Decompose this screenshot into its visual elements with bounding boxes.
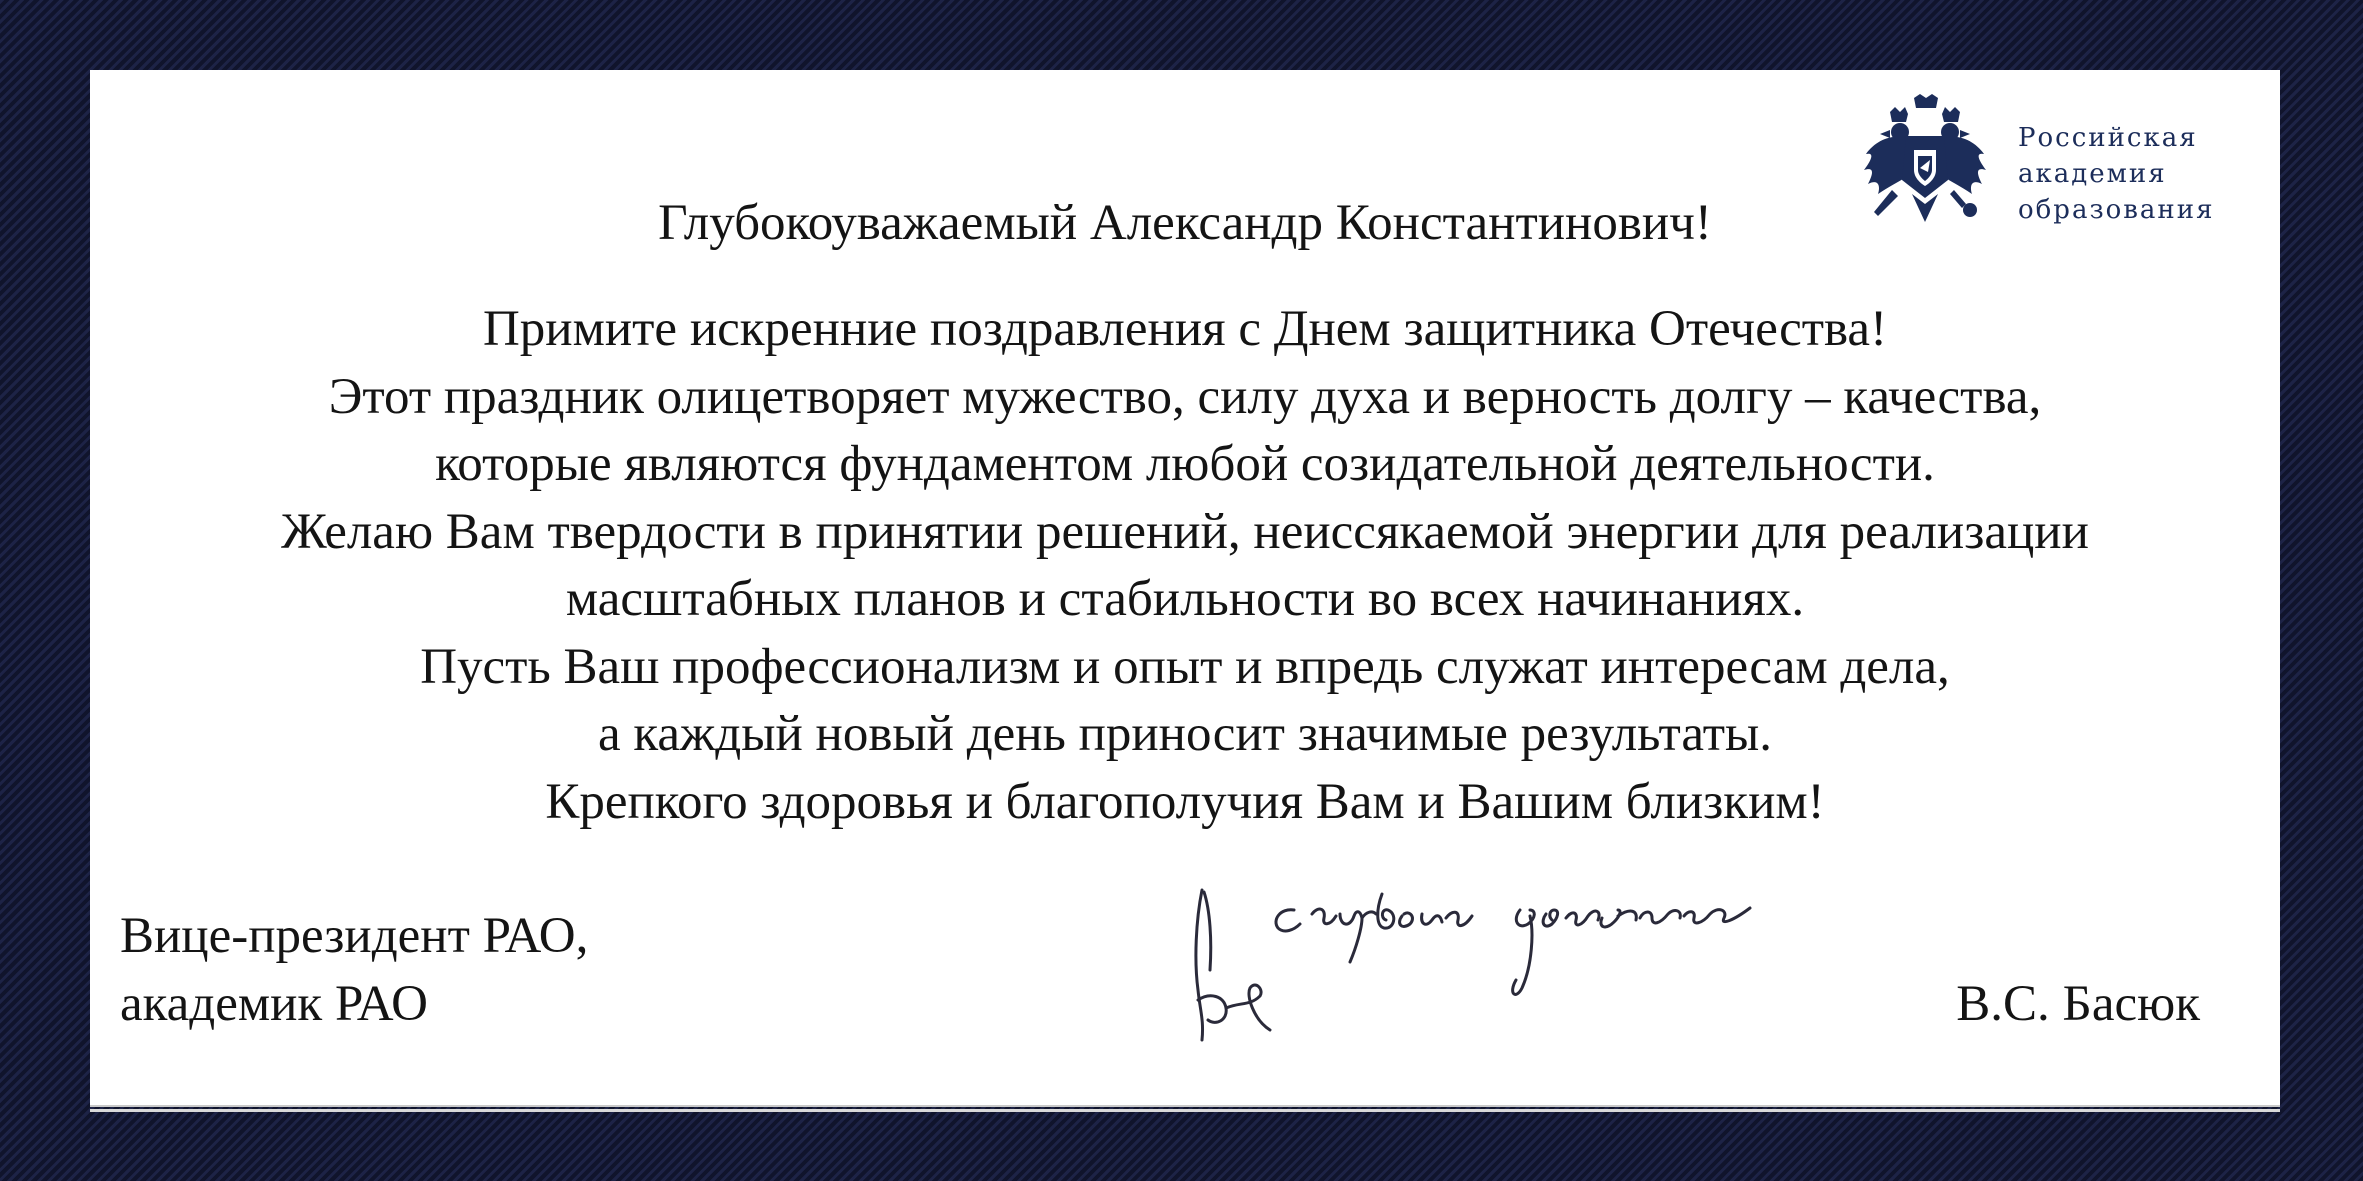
salutation: Глубокоуважаемый Александр Константинович! [658,195,1712,251]
letter-line: которые являются фундаментом любой созидательной деятельности. [435,436,1935,492]
handwritten-signature [1190,870,1990,1050]
greeting-card [90,70,2280,1105]
signer-position-line: академик РАО [120,976,428,1032]
letter-line: Крепкого здоровья и благополучия Вам и Вашим близким! [545,773,1825,830]
letter-line: Желаю Вам твердости в принятии решений, неиссякаемой энергии для реализации [281,503,2089,560]
letter-line: а каждый новый день приносит значимые результаты. [598,706,1772,762]
letter-line: масштабных планов и стабильности во всех начинаниях. [565,571,1805,627]
letter-line: Примите искренние поздравления с Днем защитника Отечества! [482,301,1888,357]
logo-line: академия [2018,159,2167,189]
logo-line: Российская [2018,123,2198,153]
letter-line: Пусть Ваш профессионализм и опыт и впредь служат интересам дела, [420,638,1950,695]
logo-line: образования [2018,195,2215,225]
signer-position [120,902,588,1038]
letter-body [90,296,2280,836]
signer-name: В.С. Басюк [1956,976,2200,1032]
letter-line: Этот праздник олицетворяет мужество, силу духа и верность долгу – качества, [328,368,2042,425]
signer-position-line: Вице-президент РАО, [120,908,589,964]
